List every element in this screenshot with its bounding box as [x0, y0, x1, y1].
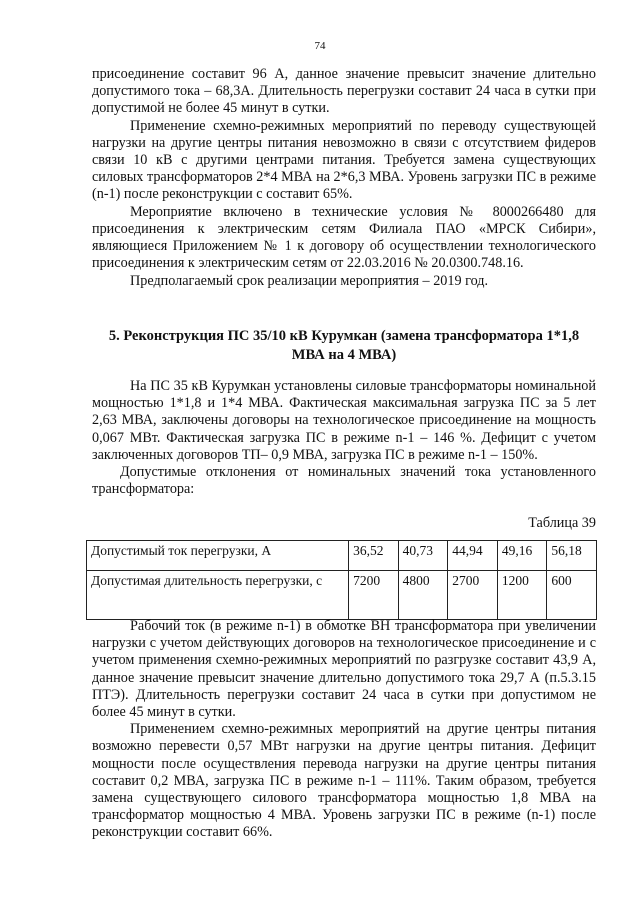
table-cell: 49,16 [497, 541, 547, 571]
table-cell: 2700 [448, 571, 498, 620]
paragraph: На ПС 35 кВ Курумкан установлены силовые трансформаторы номинальной мощностью 1*1,8 и 1*4 МВА. Фактическая максимальная загрузка ПС за 5 лет 2,63 МВА, заключены договоры на технологическое присоединение на мощность 0,067 МВт. Фактическая загрузка ПС в режиме n-1 – 146 %. Дефицит с учетом заключенных договоров ТП– 0,9 МВА, загрузка ПС в режиме n-1 – 150%. [92, 378, 596, 463]
text-block-analysis [92, 618, 596, 842]
overload-table [86, 540, 597, 620]
table-cell: 44,94 [448, 541, 498, 571]
table-cell: Допустимая длительность перегрузки, с [87, 571, 349, 620]
table-cell: 4800 [398, 571, 448, 620]
table-cell: 56,18 [547, 541, 597, 571]
paragraph: Применением схемно-режимных мероприятий на другие центры питания возможно перевести 0,57 МВт нагрузки на другие центры питания. Дефицит мощности после осуществления перевода нагрузки на другие центры питания составит 0,2 МВА, загрузка ПС в режиме n-1 – 111%. Таким образом, требуется замена существующего силового трансформатора мощностью 1,8 МВА на трансформатор мощностью 4 МВА. Уровень загрузки ПС в режиме (n-1) после реконструкции составит 66%. [92, 721, 596, 841]
paragraph: Предполагаемый срок реализации мероприятия – 2019 год. [130, 273, 489, 290]
paragraph: Мероприятие включено в технические условия № 8000266480 для присоединения к электрическим сетям Филиала ПАО «МРСК Сибири», являющиеся Приложением № 1 к договору об осуществлении технологического присоединения к электрическим сетям от 22.03.2016 № 20.0300.748.16. [92, 203, 596, 272]
paragraph: Применение схемно-режимных мероприятий по переводу существующей нагрузки на другие центры питания невозможно в связи с отсутствием фидеров связи 10 кВ с другими центрами питания. Требуется замена существующих силовых трансформаторов 2*4 МВА на 2*6,3 МВА. Уровень загрузки ПС в режиме (n-1) после реконструкции с составит 65%. [92, 117, 596, 203]
table-row [87, 571, 597, 620]
section-heading: 5. Реконструкция ПС 35/10 кВ Курумкан (замена трансформатора 1*1,8 МВА на 4 МВА) [108, 328, 580, 363]
table-caption: Таблица 39 [528, 515, 596, 531]
text-block-intro [92, 66, 596, 291]
table-cell: 7200 [349, 571, 399, 620]
table-cell: Допустимый ток перегрузки, А [87, 541, 349, 571]
table-cell: 40,73 [398, 541, 448, 571]
table-row [87, 541, 597, 571]
page-number: 74 [314, 40, 326, 52]
table-cell: 1200 [497, 571, 547, 620]
text-block-section [92, 378, 596, 498]
paragraph: Рабочий ток (в режиме n-1) в обмотке ВН трансформатора при увеличении нагрузки с учетом действующих договоров на технологическое присоединение и с учетом применения схемно-режимных мероприятий по разгрузке составит 43,9 А, данное значение превысит значение длительно допустимого тока 29,7 А (п.5.3.15 ПТЭ). Длительность перегрузки составит 24 часа в сутки при допустимом не более 45 минут в сутки. [92, 618, 596, 721]
paragraph: присоединение составит 96 А, данное значение превысит значение длительно допустимого тока – 68,3А. Длительность перегрузки составит 24 часа в сутки при допустимой не более 45 минут в сутки. [92, 66, 596, 117]
paragraph: Допустимые отклонения от номинальных значений тока установленного трансформатора: [92, 464, 596, 498]
table-cell: 36,52 [349, 541, 399, 571]
table-cell: 600 [547, 571, 597, 620]
